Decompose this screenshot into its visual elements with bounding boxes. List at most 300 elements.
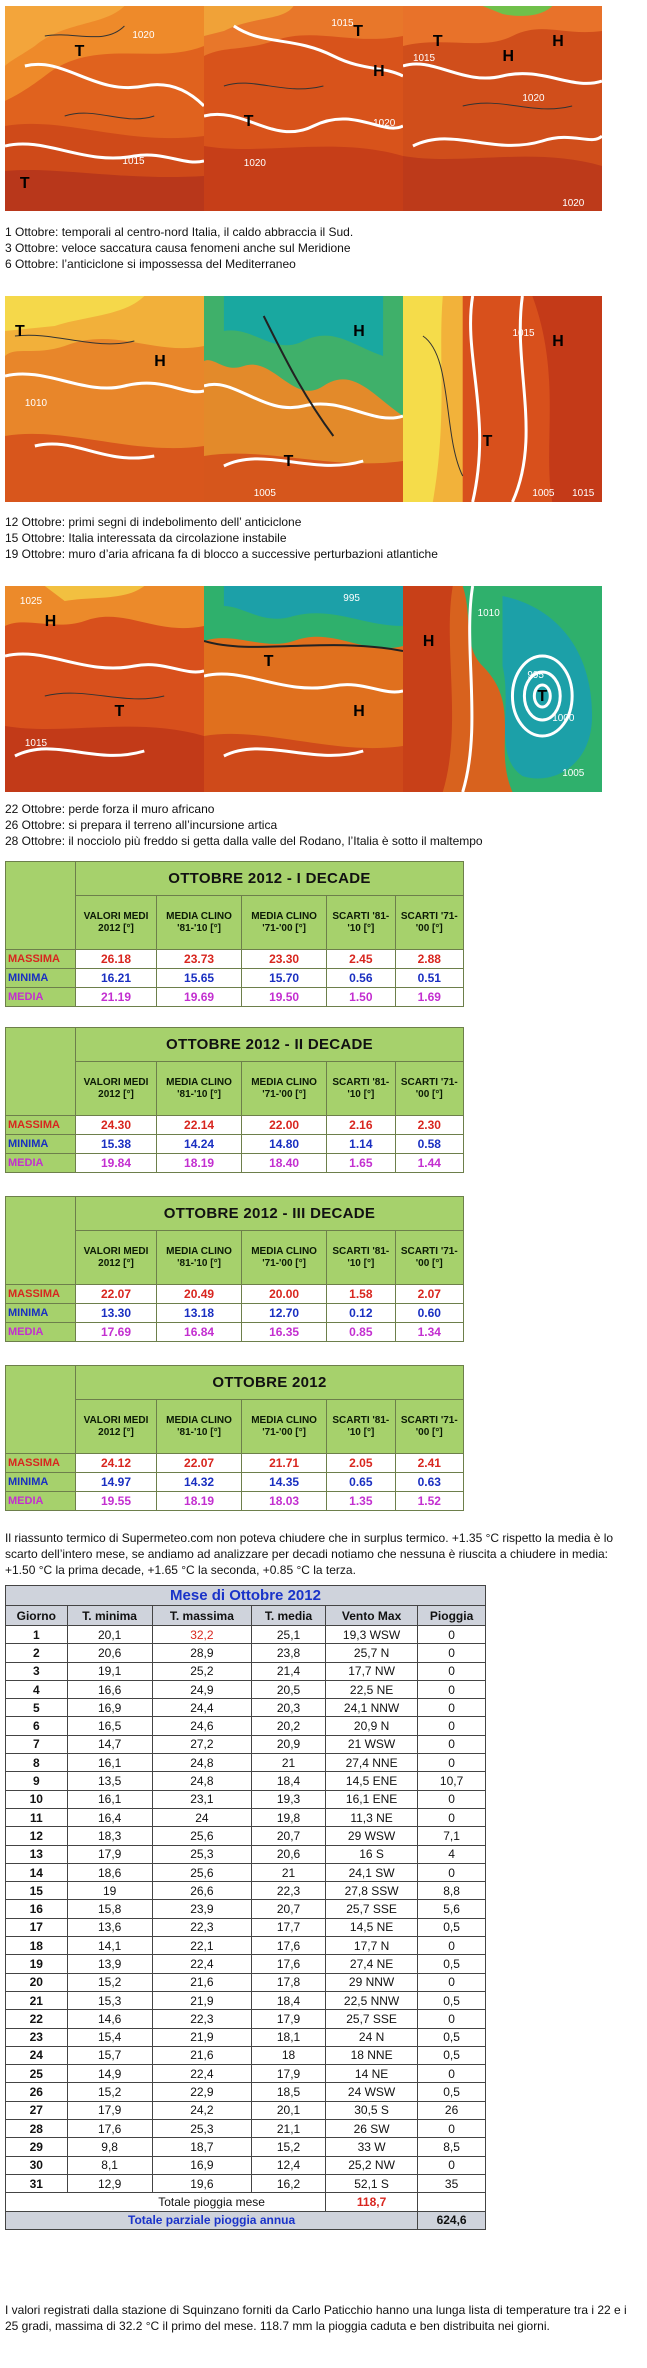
isobar-label: 1015 [572,487,595,500]
low-pressure-symbol: T [263,652,274,671]
value-cell: 13.18 [157,1304,242,1323]
low-pressure-symbol: T [74,42,85,61]
caption-group-3 [5,801,635,849]
header-scarti81: SCARTI '81-'10 [°] [327,896,395,950]
weather-map-oct-28 [403,586,602,792]
column-header: Pioggia [418,1606,486,1626]
value-cell: 9,8 [67,2138,152,2156]
decade-title: OTTOBRE 2012 [76,1366,464,1400]
value-cell: 1.69 [395,988,463,1007]
value-cell: 0 [418,1699,486,1717]
table-row [6,1754,486,1772]
column-header: Vento Max [325,1606,417,1626]
value-cell: 15.38 [76,1135,157,1154]
isobar-label: 1020 [132,29,155,42]
value-cell: 24 WSW [325,2083,417,2101]
header-clino81: MEDIA CLINO '81-'10 [°] [157,896,242,950]
value-cell: 22,4 [152,1955,251,1973]
value-cell: 12,4 [252,2156,326,2174]
value-cell: 22,3 [252,1882,326,1900]
value-cell: 21,6 [152,2046,251,2064]
value-cell: 19.84 [76,1154,157,1173]
value-cell: 17,9 [252,2065,326,2083]
value-cell: 21,1 [252,2120,326,2138]
day-cell: 29 [6,2138,68,2156]
table-row [6,1827,486,1845]
value-cell: 23,8 [252,1644,326,1662]
value-cell: 0.58 [395,1135,463,1154]
value-cell: 21.71 [242,1454,327,1473]
day-cell: 3 [6,1662,68,1680]
value-cell: 12,9 [67,2174,152,2192]
high-pressure-symbol: H [353,322,365,341]
day-cell: 27 [6,2101,68,2119]
value-cell: 1.58 [327,1285,395,1304]
value-cell: 23.73 [157,950,242,969]
value-cell: 24 [152,1808,251,1826]
table-row [6,2065,486,2083]
isobar-label: 1015 [24,737,48,750]
value-cell: 21,6 [152,1973,251,1991]
value-cell: 14,5 NE [325,1918,417,1936]
value-cell: 26.18 [76,950,157,969]
value-cell: 18,4 [252,1991,326,2009]
row-label-minima: MINIMA [6,1304,76,1323]
value-cell: 17,7 N [325,1937,417,1955]
value-cell: 22.07 [76,1285,157,1304]
value-cell: 20,2 [252,1717,326,1735]
header-clino81: MEDIA CLINO '81-'10 [°] [157,1231,242,1285]
value-cell: 0 [418,1790,486,1808]
day-cell: 25 [6,2065,68,2083]
isobar-label: 995 [343,592,360,605]
value-cell: 20,6 [67,1644,152,1662]
value-cell: 16,1 [67,1790,152,1808]
isobar-label: 1000 [552,712,575,725]
header-valori: VALORI MEDI 2012 [°] [76,1231,157,1285]
value-cell: 15,4 [67,2028,152,2046]
day-cell: 30 [6,2156,68,2174]
caption-line: 28 Ottobre: il nocciolo più freddo si getta dalla valle del Rodano, l’Italia è sotto il maltempo [5,834,483,848]
value-cell: 18 [252,2046,326,2064]
table-row [6,2101,486,2119]
value-cell: 0 [418,1735,486,1753]
row-label-media: MEDIA [6,1323,76,1342]
value-cell: 24,2 [152,2101,251,2119]
value-cell: 14,9 [67,2065,152,2083]
value-cell: 22,5 NNW [325,1991,417,2009]
value-cell: 25,7 SSE [325,2010,417,2028]
value-cell: 2.41 [395,1454,463,1473]
header-scarti81: SCARTI '81-'10 [°] [327,1231,395,1285]
value-cell: 25,3 [152,1845,251,1863]
annual-rain-value: 624,6 [418,2211,486,2229]
table-row [6,2046,486,2064]
value-cell: 0 [418,2156,486,2174]
header-scarti81: SCARTI '81-'10 [°] [327,1062,395,1116]
value-cell: 16.21 [76,969,157,988]
header-scarti71: SCARTI '71-'00 [°] [395,1231,463,1285]
value-cell: 52,1 S [325,2174,417,2192]
header-valori: VALORI MEDI 2012 [°] [76,896,157,950]
isobar-label: 1020 [562,197,585,210]
weather-map-oct-1 [5,6,204,211]
value-cell: 17,7 [252,1918,326,1936]
value-cell: 0.51 [395,969,463,988]
day-cell: 8 [6,1754,68,1772]
high-pressure-symbol: H [373,62,385,81]
value-cell: 7,1 [418,1827,486,1845]
value-cell: 21 [252,1754,326,1772]
header-scarti71: SCARTI '71-'00 [°] [395,1400,463,1454]
header-clino81: MEDIA CLINO '81-'10 [°] [157,1062,242,1116]
high-pressure-symbol: H [353,702,365,721]
value-cell: 2.30 [395,1116,463,1135]
isobar-label: 1020 [243,157,266,170]
low-pressure-symbol: T [114,702,125,721]
header-clino71: MEDIA CLINO '71-'00 [°] [242,1231,327,1285]
value-cell: 25,7 N [325,1644,417,1662]
isobar-label: 1025 [19,595,43,608]
value-cell: 0 [418,1662,486,1680]
value-cell: 16 S [325,1845,417,1863]
high-pressure-symbol: H [44,612,57,631]
header-clino71: MEDIA CLINO '71-'00 [°] [242,1400,327,1454]
value-cell: 19,1 [67,1662,152,1680]
header-clino71: MEDIA CLINO '71-'00 [°] [242,1062,327,1116]
day-cell: 20 [6,1973,68,1991]
value-cell: 13.30 [76,1304,157,1323]
value-cell: 19.50 [242,988,327,1007]
value-cell: 0 [418,1808,486,1826]
table-row [6,1882,486,1900]
high-pressure-symbol: H [552,332,564,351]
table-corner [6,862,76,950]
summary-paragraph: Il riassunto termico di Supermeteo.com non poteva chiudere che in surplus termico. +1.35 °C rispetto la media è lo scarto dell’intero mese, se andiamo ad analizzare per decadi notiamo che nessuna è riuscita a chiudere in media: +1.50 °C la prima decade, +1.65 °C la seconda, +0.85 °C la terza. [5,1531,614,1577]
month-summary-table [5,1365,464,1511]
value-cell: 0 [418,1754,486,1772]
high-pressure-symbol: H [502,47,515,66]
value-cell: 20,9 N [325,1717,417,1735]
day-cell: 21 [6,1991,68,2009]
value-cell: 18.19 [157,1492,242,1511]
column-header: T. massima [152,1606,251,1626]
column-header: Giorno [6,1606,68,1626]
table-row [6,1937,486,1955]
row-label-media: MEDIA [6,1154,76,1173]
value-cell: 24.12 [76,1454,157,1473]
table-row [6,1973,486,1991]
value-cell: 18,7 [152,2138,251,2156]
value-cell: 23,1 [152,1790,251,1808]
value-cell: 17,8 [252,1973,326,1991]
table-row [6,1845,486,1863]
isobar-label: 1005 [562,767,585,780]
table-row [6,2028,486,2046]
month-table-title: Mese di Ottobre 2012 [6,1586,486,1606]
caption-group-2 [5,514,635,562]
final-note: I valori registrati dalla stazione di Squinzano forniti da Carlo Paticchio hanno una lunga lista di temperature tra i 22 e i 25 gradi, massima di 32.2 °C il primo del mese. 118.7 mm la pioggia caduta e ben distribuita nei giorni. [5,2303,627,2333]
row-label-media: MEDIA [6,988,76,1007]
value-cell: 13,9 [67,1955,152,1973]
table-corner [6,1028,76,1116]
value-cell: 26 SW [325,2120,417,2138]
table-row [6,1918,486,1936]
decade-table-3 [5,1196,464,1342]
value-cell: 15,8 [67,1900,152,1918]
value-cell: 15,2 [67,1973,152,1991]
value-cell: 16,1 ENE [325,1790,417,1808]
value-cell: 0 [418,2120,486,2138]
caption-line: 22 Ottobre: perde forza il muro africano [5,802,215,816]
isobar-label: 1005 [253,487,276,500]
value-cell: 0,5 [418,2083,486,2101]
weather-maps-row-2 [5,296,602,502]
value-cell: 14,5 ENE [325,1772,417,1790]
value-cell: 19,3 WSW [325,1626,417,1644]
value-cell: 24,1 NNW [325,1699,417,1717]
value-cell: 22,4 [152,2065,251,2083]
value-cell: 22,5 NE [325,1680,417,1698]
empty-cell [418,2193,486,2211]
value-cell: 0 [418,2010,486,2028]
day-cell: 4 [6,1680,68,1698]
table-row [6,1790,486,1808]
value-cell: 14,7 [67,1735,152,1753]
value-cell: 20,9 [252,1735,326,1753]
low-pressure-symbol: T [537,687,548,706]
table-row [6,2138,486,2156]
value-cell: 15,2 [67,2083,152,2101]
value-cell: 18,3 [67,1827,152,1845]
value-cell: 20,3 [252,1699,326,1717]
decade-title: OTTOBRE 2012 - II DECADE [76,1028,464,1062]
value-cell: 5,6 [418,1900,486,1918]
value-cell: 16,9 [67,1699,152,1717]
value-cell: 24,8 [152,1772,251,1790]
day-cell: 15 [6,1882,68,1900]
value-cell: 15.65 [157,969,242,988]
isobar-label: 1010 [24,397,48,410]
header-clino81: MEDIA CLINO '81-'10 [°] [157,1400,242,1454]
value-cell: 23.30 [242,950,327,969]
table-row [6,1955,486,1973]
table-row [6,1991,486,2009]
value-cell: 17,6 [252,1955,326,1973]
decade-title: OTTOBRE 2012 - I DECADE [76,862,464,896]
day-cell: 5 [6,1699,68,1717]
day-cell: 13 [6,1845,68,1863]
value-cell: 24.30 [76,1116,157,1135]
table-corner [6,1197,76,1285]
caption-line: 12 Ottobre: primi segni di indebolimento dell’ anticiclone [5,515,302,529]
value-cell: 0,5 [418,2046,486,2064]
decade-table-1 [5,861,464,1007]
value-cell: 15.70 [242,969,327,988]
table-row [6,1680,486,1698]
value-cell: 14,6 [67,2010,152,2028]
table-row [6,1900,486,1918]
low-pressure-symbol: T [482,432,493,451]
isobar-label: 1015 [512,327,535,340]
day-cell: 18 [6,1937,68,1955]
day-cell: 24 [6,2046,68,2064]
day-cell: 14 [6,1863,68,1881]
isobar-label: 1015 [122,155,145,168]
value-cell: 0,5 [418,1918,486,1936]
row-label-minima: MINIMA [6,1473,76,1492]
isobar-label: 1005 [532,487,555,500]
value-cell: 0.12 [327,1304,395,1323]
weather-map-oct-26 [204,586,403,792]
header-scarti71: SCARTI '71-'00 [°] [395,1062,463,1116]
table-row [6,2120,486,2138]
caption-line: 26 Ottobre: si prepara il terreno all’incursione artica [5,818,278,832]
table-row [6,2156,486,2174]
value-cell: 1.44 [395,1154,463,1173]
annual-rain-label: Totale parziale pioggia annua [6,2211,418,2229]
value-cell: 24,8 [152,1754,251,1772]
value-cell: 32,2 [152,1626,251,1644]
day-cell: 2 [6,1644,68,1662]
value-cell: 19,8 [252,1808,326,1826]
value-cell: 8,8 [418,1882,486,1900]
high-pressure-symbol: H [552,32,564,51]
value-cell: 25,1 [252,1626,326,1644]
table-corner [6,1366,76,1454]
value-cell: 24,6 [152,1717,251,1735]
value-cell: 14.24 [157,1135,242,1154]
value-cell: 8,1 [67,2156,152,2174]
value-cell: 22,3 [152,1918,251,1936]
value-cell: 18,4 [252,1772,326,1790]
value-cell: 22,1 [152,1937,251,1955]
table-row [6,1699,486,1717]
row-label-massima: MASSIMA [6,1116,76,1135]
monthly-station-table [5,1585,486,2230]
day-cell: 7 [6,1735,68,1753]
value-cell: 1.35 [327,1492,395,1511]
value-cell: 22.07 [157,1454,242,1473]
value-cell: 25,6 [152,1863,251,1881]
value-cell: 33 W [325,2138,417,2156]
value-cell: 25,7 SSE [325,1900,417,1918]
value-cell: 24,9 [152,1680,251,1698]
value-cell: 16,5 [67,1717,152,1735]
value-cell: 11,3 NE [325,1808,417,1826]
value-cell: 0 [418,1680,486,1698]
value-cell: 16.84 [157,1323,242,1342]
value-cell: 0,5 [418,2028,486,2046]
low-pressure-symbol: T [14,322,25,341]
row-label-minima: MINIMA [6,1135,76,1154]
isobar-label: 995 [527,669,544,682]
value-cell: 18.19 [157,1154,242,1173]
value-cell: 17,9 [67,1845,152,1863]
value-cell: 2.88 [395,950,463,969]
isobar-label: 1010 [477,607,500,620]
day-cell: 23 [6,2028,68,2046]
value-cell: 29 WSW [325,1827,417,1845]
weather-map-oct-19 [403,296,602,502]
day-cell: 17 [6,1918,68,1936]
weather-map-oct-15 [204,296,403,502]
value-cell: 20,7 [252,1900,326,1918]
value-cell: 16,2 [252,2174,326,2192]
value-cell: 27,4 NE [325,1955,417,1973]
value-cell: 0.65 [327,1473,395,1492]
row-label-media: MEDIA [6,1492,76,1511]
value-cell: 18,5 [252,2083,326,2101]
isobar-label: 1015 [331,17,354,30]
decade-title: OTTOBRE 2012 - III DECADE [76,1197,464,1231]
value-cell: 22.00 [242,1116,327,1135]
value-cell: 19.69 [157,988,242,1007]
column-header: T. minima [67,1606,152,1626]
row-label-massima: MASSIMA [6,950,76,969]
value-cell: 18.40 [242,1154,327,1173]
table-row [6,1735,486,1753]
high-pressure-symbol: H [422,632,435,651]
value-cell: 21 WSW [325,1735,417,1753]
value-cell: 0.63 [395,1473,463,1492]
value-cell: 21,9 [152,1991,251,2009]
value-cell: 27,8 SSW [325,1882,417,1900]
total-rain-label: Totale pioggia mese [6,2193,326,2211]
value-cell: 14.35 [242,1473,327,1492]
value-cell: 17,6 [67,2120,152,2138]
weather-map-oct-6 [403,6,602,211]
value-cell: 21,9 [152,2028,251,2046]
table-row [6,1772,486,1790]
value-cell: 1.65 [327,1154,395,1173]
value-cell: 22,3 [152,2010,251,2028]
value-cell: 30,5 S [325,2101,417,2119]
day-cell: 31 [6,2174,68,2192]
table-row [6,2083,486,2101]
table-row [6,2174,486,2192]
value-cell: 15,2 [252,2138,326,2156]
caption-line: 3 Ottobre: veloce saccatura causa fenomeni anche sul Meridione [5,241,351,255]
day-cell: 22 [6,2010,68,2028]
value-cell: 10,7 [418,1772,486,1790]
header-clino71: MEDIA CLINO '71-'00 [°] [242,896,327,950]
value-cell: 1.50 [327,988,395,1007]
value-cell: 0.56 [327,969,395,988]
value-cell: 0,5 [418,1955,486,1973]
value-cell: 20,1 [252,2101,326,2119]
value-cell: 35 [418,2174,486,2192]
value-cell: 22.14 [157,1116,242,1135]
value-cell: 26,6 [152,1882,251,1900]
caption-line: 1 Ottobre: temporali al centro-nord Italia, il caldo abbraccia il Sud. [5,225,354,239]
weather-map-oct-22 [5,586,204,792]
header-scarti71: SCARTI '71-'00 [°] [395,896,463,950]
isobar-label: 1015 [412,52,436,65]
weather-maps-row-3 [5,586,602,792]
value-cell: 14.80 [242,1135,327,1154]
value-cell: 0 [418,2065,486,2083]
value-cell: 14.32 [157,1473,242,1492]
value-cell: 20,1 [67,1626,152,1644]
value-cell: 0 [418,1937,486,1955]
table-row [6,1808,486,1826]
low-pressure-symbol: T [283,452,294,471]
value-cell: 25,3 [152,2120,251,2138]
value-cell: 0.85 [327,1323,395,1342]
value-cell: 0,5 [418,1991,486,2009]
value-cell: 20,7 [252,1827,326,1845]
